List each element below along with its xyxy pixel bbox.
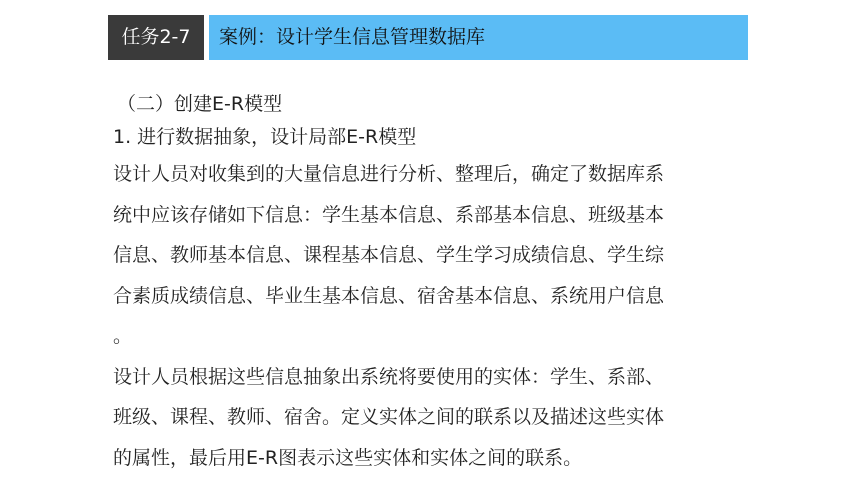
text-line: 统中应该存储如下信息：学生基本信息、系部基本信息、班级基本 bbox=[113, 203, 665, 226]
text-line: 信息、教师基本信息、课程基本信息、学生学习成绩信息、学生综 bbox=[113, 244, 665, 266]
section-heading: （二）创建E-R模型 bbox=[117, 93, 283, 115]
page-title: 案例：设计学生信息管理数据库 bbox=[209, 15, 748, 60]
paragraph-entities bbox=[113, 357, 753, 479]
text-line: 的属性，最后用E-R图表示这些实体和实体之间的联系。 bbox=[113, 446, 583, 469]
main-content bbox=[113, 88, 753, 478]
text-line: 班级、课程、教师、宿舍。定义实体之间的联系以及描述这些实体 bbox=[113, 406, 665, 428]
task-label: 任务2-7 bbox=[108, 15, 204, 60]
text-line: 设计人员对收集到的大量信息进行分析、整理后，确定了数据库系 bbox=[113, 163, 665, 185]
sub-heading: 1. 进行数据抽象，设计局部E-R模型 bbox=[113, 126, 417, 148]
text-line: 。 bbox=[113, 325, 133, 347]
paragraph-information-list bbox=[113, 154, 753, 357]
text-line: 合素质成绩信息、毕业生基本信息、宿舍基本信息、系统用户信息 bbox=[113, 284, 665, 307]
text-line: 设计人员根据这些信息抽象出系统将要使用的实体：学生、系部、 bbox=[113, 365, 665, 388]
